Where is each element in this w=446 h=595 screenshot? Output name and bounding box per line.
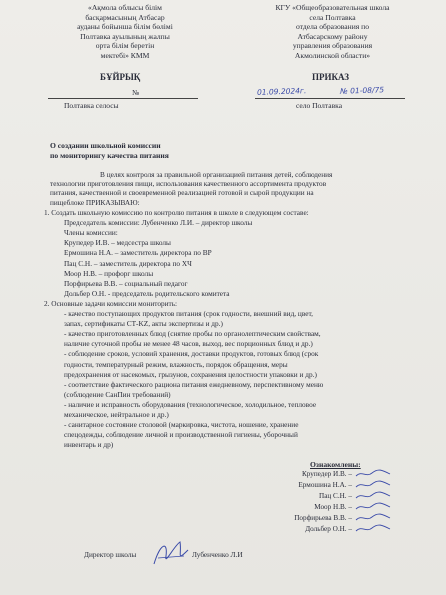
acknowledged-person: Порфирьева В.В. –	[294, 514, 352, 522]
acknowledged-person: Моор Н.В. –	[314, 503, 352, 511]
topic-line: О создании школьной комиссии	[50, 141, 161, 150]
header-left-line: Полтавка ауылының жалпы	[80, 31, 170, 41]
header-right-line: села Полтавка	[309, 12, 356, 22]
acknowledged-title: Ознакомлены:	[310, 460, 361, 469]
order-topic	[50, 141, 169, 161]
order-item-line: Порфирьева В.В. – социальный педагог	[64, 278, 188, 288]
place-ru: село Полтавка	[296, 101, 343, 110]
order-number: № 01-08/75	[339, 85, 385, 96]
order-item-line: Пац С.Н. – заместитель директора по ХЧ	[64, 258, 192, 268]
header-left-line: «Ақмола облысы білім	[88, 3, 162, 12]
order-item-line: Ермошина Н.А. – заместитель директора по ВР	[64, 248, 212, 258]
order-item-line: инвентарь и др)	[64, 440, 114, 450]
header-left-line: орта білім беретін	[95, 41, 155, 51]
order-item-line: наличие суточной пробы не менее 48 часов, выход, вес порционных блюд и др.)	[64, 339, 313, 349]
place-kz: Полтавка селосы	[64, 101, 119, 110]
order-date: 01.09.2024г.	[256, 86, 307, 97]
date-underline	[48, 98, 198, 99]
director-signature	[150, 536, 194, 572]
intro-line: пищеблоке ПРИКАЗЫВАЮ:	[50, 197, 140, 207]
header-left-line: мектебі» КММ	[100, 50, 150, 60]
order-title-kz: БҰЙРЫҚ	[100, 72, 141, 82]
number-sign: №	[132, 88, 140, 97]
header-right-line: КГУ «Общеобразовательная школа	[275, 3, 390, 12]
order-title-ru: ПРИКАЗ	[312, 72, 350, 82]
acknowledged-person: Дольбер О.Н. –	[305, 525, 352, 533]
date-underline	[255, 98, 405, 99]
acknowledged-person: Крупедер И.В. –	[301, 470, 352, 478]
order-item-line: - наличие и исправность оборудования (технологическое, холодильное, тепловое	[64, 399, 317, 409]
acknowledged-signature	[354, 523, 394, 535]
topic-line: по мониторингу качества питания	[50, 151, 169, 160]
order-item-line: Члены комиссии:	[64, 228, 118, 238]
header-right-line: отдела образования по	[295, 22, 370, 32]
order-item-line: Председатель комиссии: Лубенченко Л.И. – директор школы	[64, 218, 253, 228]
order-item-line: механическое, нейтральное и др.)	[64, 410, 169, 419]
header-right	[240, 3, 425, 61]
order-item-line: - соблюдение сроков, условий хранения, доставки продуктов, готовых блюд (срок	[64, 349, 319, 359]
order-item-line: - санитарное состояние столовой (маркировка, чистота, ношение, хранение	[64, 420, 299, 430]
order-item-line: 1. Создать школьную комиссию по контролю питания в школе в следующем составе:	[44, 208, 309, 217]
header-right-line: Атбасарскому району	[297, 31, 368, 41]
header-left	[40, 3, 210, 61]
order-item-line: - соответствие фактического рациона питания ежедневному, перспективному меню	[64, 379, 324, 389]
order-item-line: - качество приготовленных блюд (снятие пробы по органолептическим свойствам,	[64, 329, 321, 339]
director-label: Директор школы	[84, 550, 137, 559]
order-item-line: спецодежды, соблюдение личной и производственной гигиены, уборочный	[64, 430, 298, 440]
header-right-line: управления образования	[292, 41, 373, 51]
order-item-line: годности, температурный режим, влажность, порядок обращения, меры	[64, 359, 288, 369]
header-left-line: ауданы бойынша білім бөлімі	[77, 22, 173, 32]
director-name: Лубенченко Л.И	[192, 550, 243, 559]
header-left-line: басқармасының Атбасар	[85, 12, 165, 22]
order-item-line: (соблюдение СанПин требований)	[64, 389, 171, 399]
intro-line: питания, качественной и своевременной реализацией готовой и сырой продукции на	[50, 188, 314, 198]
acknowledged-person: Ермошина Н.А. –	[298, 481, 352, 489]
intro-line: В целях контроля за правильной организацией питания детей, соблюдения	[100, 170, 333, 179]
acknowledged-person: Пац С.Н. –	[319, 492, 352, 500]
order-item-line: Моор Н.В. – профорг школы	[64, 268, 154, 278]
order-item-line: Крупедер И.В. – медсестра школы	[64, 238, 171, 248]
header-right-line: Акмолинской области»	[294, 50, 371, 60]
order-item-line: предохранения от насекомых, грызунов, сохранения целостности упаковки и др.)	[64, 369, 317, 379]
order-item-line: Дольбер О.Н. - председатель родительского комитета	[64, 288, 230, 298]
order-item-line: запах, сертификаты СТ-KZ, акты экспертизы и др.)	[64, 319, 223, 329]
order-item-line: - качество поступающих продуктов питания (срок годности, внешний вид, цвет,	[64, 309, 313, 318]
order-item-line: 2. Основные задачи комиссии мониторить:	[44, 298, 178, 308]
intro-line: технологии приготовления пищи, использования качественного ассортимента продуктов	[50, 179, 327, 189]
